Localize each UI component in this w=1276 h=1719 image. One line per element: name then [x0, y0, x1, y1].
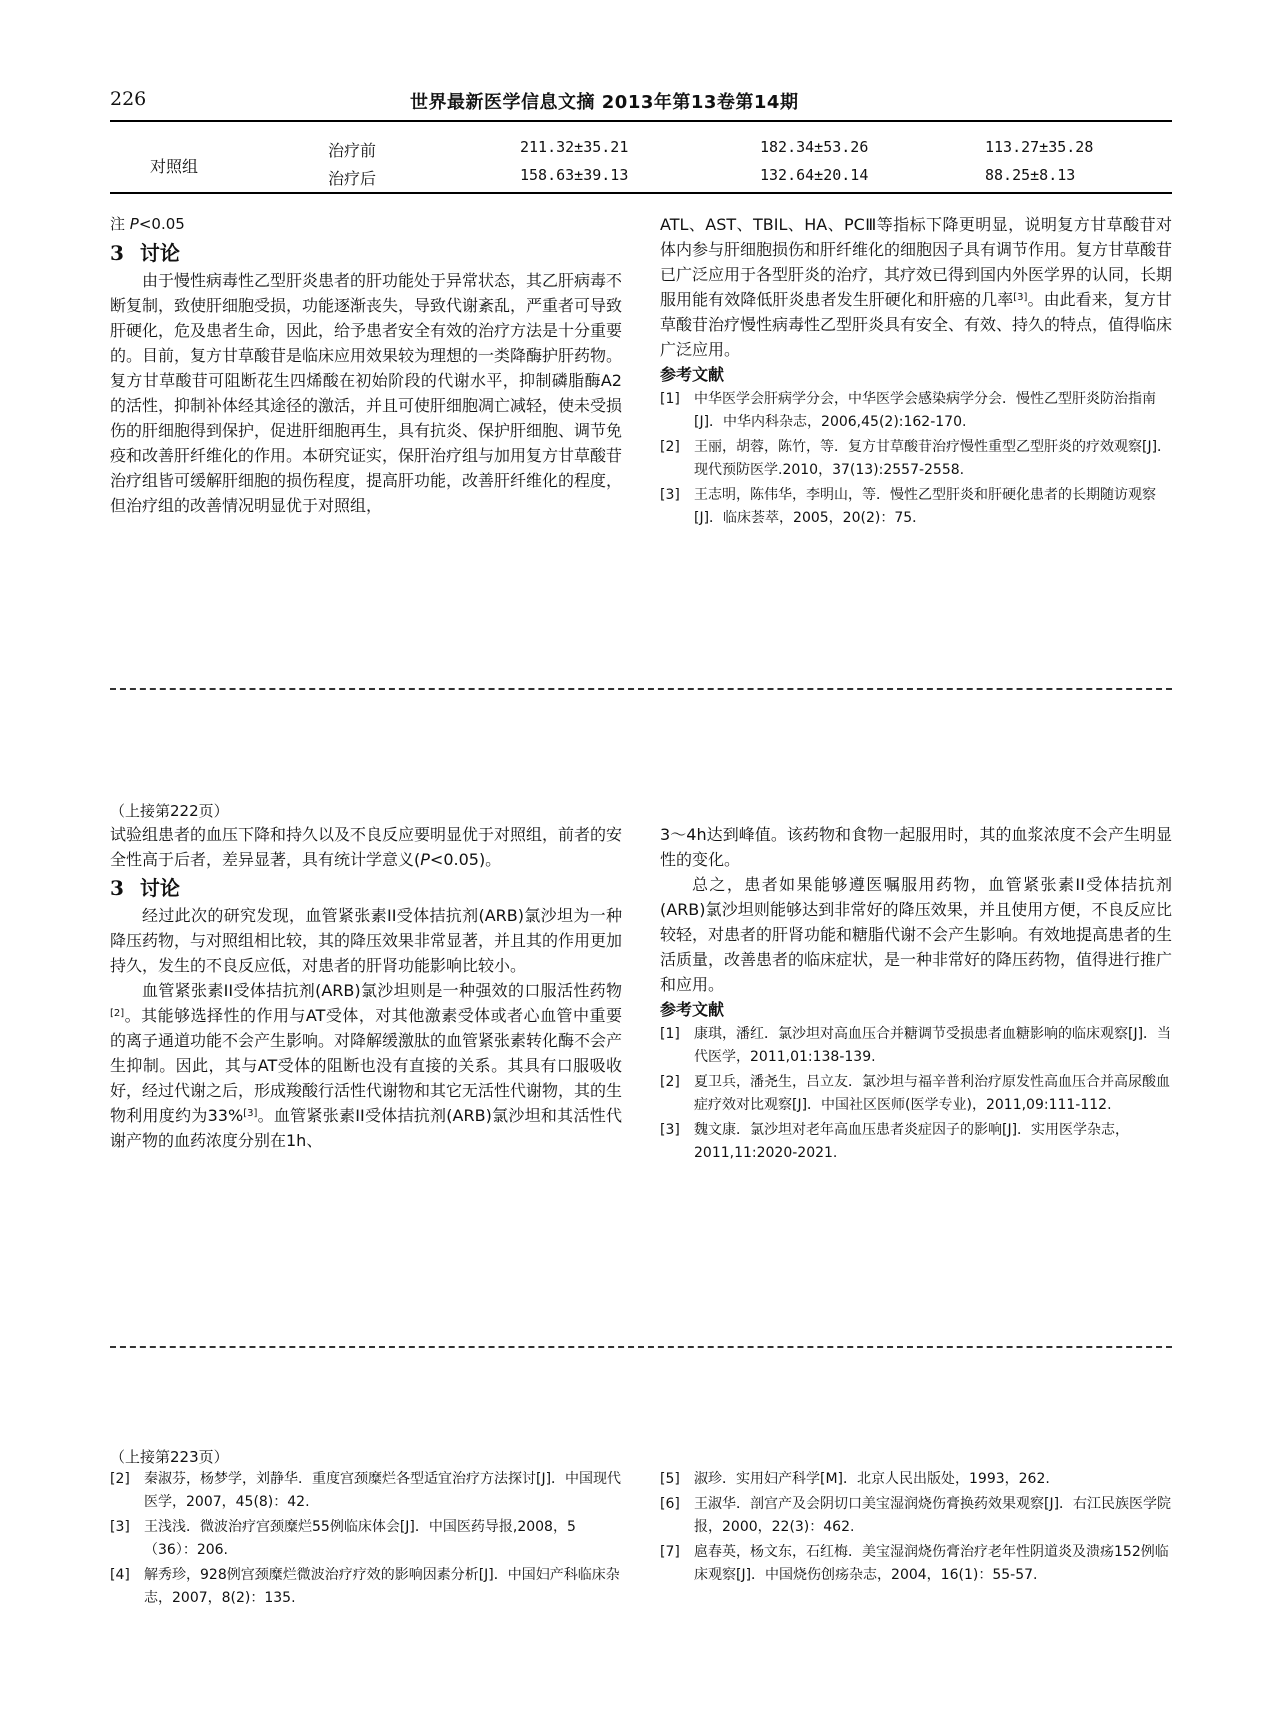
- table-row: [110, 166, 1172, 192]
- section-divider: [110, 1346, 1172, 1348]
- section-divider: [110, 688, 1172, 690]
- page-number: 226: [110, 88, 147, 110]
- discussion-paragraph: ATL、AST、TBIL、HA、PCⅢ等指标下降更明显，说明复方甘草酸苷对体内参与肝细胞损伤和肝纤维化的细胞因子具有调节作用。复方甘草酸苷已广泛应用于各型肝炎的治疗，其疗效已得到国内外医学界的认同，长期服用能有效降低肝炎患者发生肝硬化和肝癌的几率[3]。由此看来，复方甘草酸苷治疗慢性病毒性乙型肝炎具有安全、有效、持久的特点，值得临床广泛应用。: [660, 215, 1173, 359]
- table-cell: 211.32±35.21: [520, 138, 629, 156]
- section-heading: 3 讨论: [110, 876, 180, 900]
- continued-from-label: （上接第222页）: [110, 802, 229, 820]
- article2-right-column: [660, 822, 1172, 1167]
- reference-item: [2] 王丽，胡蓉，陈竹，等．复方甘草酸苷治疗慢性重型乙型肝炎的疗效观察[J]．现代预防医学.2010，37(13):2557-2558.: [660, 439, 1172, 478]
- citation: [2]: [110, 1008, 125, 1019]
- citation: [3]: [1013, 292, 1028, 303]
- table-cell: 88.25±8.13: [985, 166, 1076, 184]
- citation: [3]: [243, 1108, 258, 1119]
- article3-right-column: [660, 1468, 1172, 1589]
- table-cell-time: 治疗后: [328, 169, 377, 188]
- reference-item: [3] 王志明，陈伟华，李明山，等．慢性乙型肝炎和肝硬化患者的长期随访观察[J]．临床荟萃，2005，20(2)：75．: [660, 487, 1156, 526]
- reference-item: [1] 康琪，潘红．氯沙坦对高血压合并糖调节受损患者血糖影响的临床观察[J]．当代医学，2011,01:138-139.: [660, 1026, 1172, 1065]
- table-cell-time: 治疗前: [328, 141, 377, 160]
- table-cell: 182.34±53.26: [760, 138, 869, 156]
- reference-item: [4] 解秀珍，928例宫颈糜烂微波治疗疗效的影响因素分析[J]．中国妇产科临床杂志，2007，8(2)：135.: [110, 1567, 620, 1606]
- article2-left-column: [110, 800, 622, 1153]
- reference-item: [2] 秦淑芬，杨梦学，刘静华．重度宫颈糜烂各型适宜治疗方法探讨[J]．中国现代医学，2007，45(8)：42.: [110, 1471, 622, 1510]
- table-row: [110, 138, 1172, 164]
- article3-left-column: [110, 1446, 622, 1612]
- reference-item: [3] 魏文康．氯沙坦对老年高血压患者炎症因子的影响[J]．实用医学杂志，2011,11:2020-2021.: [660, 1122, 1130, 1161]
- table-bottom-rule: [110, 192, 1172, 194]
- table-note: 注 P<0.05: [110, 215, 185, 233]
- reference-item: [5] 淑珍．实用妇产科学[M]．北京人民出版处，1993，262.: [660, 1471, 1050, 1487]
- reference-item: [2] 夏卫兵，潘尧生，吕立友．氯沙坦与福辛普利治疗原发性高血压合并高尿酸血症疗效对比观察[J]．中国社区医师(医学专业)，2011,09:111-112.: [660, 1074, 1170, 1113]
- continued-from-label: （上接第223页）: [110, 1448, 229, 1466]
- table-cell: 158.63±39.13: [520, 166, 629, 184]
- table-cell: 132.64±20.14: [760, 166, 869, 184]
- header-rule: [110, 120, 1172, 122]
- references-title: 参考文献: [660, 1000, 725, 1019]
- reference-item: [7] 扈春英，杨文东，石红梅．美宝湿润烧伤膏治疗老年性阴道炎及溃疡152例临床观察[J]．中国烧伤创疡杂志，2004，16(1)：55-57.: [660, 1544, 1169, 1583]
- reference-item: [3] 王浅浅．微波治疗宫颈糜烂55例临床体会[J]．中国医药导报,2008，5（36）：206.: [110, 1519, 576, 1558]
- article1-left-column: [110, 212, 622, 518]
- table-group-label: 对照组: [150, 157, 199, 176]
- references-title: 参考文献: [660, 365, 725, 384]
- article1-right-column: [660, 212, 1172, 532]
- page-header: [110, 88, 1172, 118]
- conclusion-paragraph: 总之，患者如果能够遵医嘱服用药物，血管紧张素II受体拮抗剂(ARB)氯沙坦则能够达到非常好的降压效果，并且使用方便，不良反应比较轻，对患者的肝肾功能和糖脂代谢不会产生影响。有效地提高患者的生活质量，改善患者的临床症状，是一种非常好的降压药物，值得进行推广和应用。: [660, 875, 1173, 994]
- discussion-paragraph: 血管紧张素II受体拮抗剂(ARB)氯沙坦则是一种强效的口服活性药物[2]。其能够选择性的作用与AT受体，对其他激素受体或者心血管中重要的离子通道功能不会产生影响。对降解缓激肽的血管紧张素转化酶不会产生抑制。因此，其与AT受体的阻断也没有直接的关系。其具有口服吸收好，经过代谢之后，形成羧酸行活性代谢物和其它无活性代谢物，其的生物利用度约为33%[3]。血管紧张素II受体拮抗剂(ARB)氯沙坦和其活性代谢产物的血药浓度分别在1h、: [110, 981, 623, 1150]
- section-heading: 3 讨论: [110, 241, 180, 265]
- table-cell: 113.27±35.28: [985, 138, 1094, 156]
- reference-item: [1] 中华医学会肝病学分会，中华医学会感染病学分会．慢性乙型肝炎防治指南[J]．中华内科杂志，2006,45(2):162-170.: [660, 391, 1156, 430]
- reference-item: [6] 王淑华．剖宫产及会阴切口美宝湿润烧伤膏换药效果观察[J]．右江民族医学院报，2000，22(3)：462.: [660, 1496, 1172, 1535]
- body-paragraph: 试验组患者的血压下降和持久以及不良反应要明显优于对照组，前者的安全性高于后者，差异显著，具有统计学意义(P<0.05)。: [110, 825, 623, 869]
- discussion-paragraph: 由于慢性病毒性乙型肝炎患者的肝功能处于异常状态，其乙肝病毒不断复制，致使肝细胞受损，功能逐渐丧失，导致代谢紊乱，严重者可导致肝硬化，危及患者生命，因此，给予患者安全有效的治疗方法是十分重要的。目前，复方甘草酸苷是临床应用效果较为理想的一类降酶护肝药物。复方甘草酸苷可阻断花生四烯酸在初始阶段的代谢水平，抑制磷脂酶A2的活性，抑制补体经其途径的激活，并且可使肝细胞凋亡减轻，使未受损伤的肝细胞得到保护，促进肝细胞再生，具有抗炎、保护肝细胞、调节免疫和改善肝纤维化的作用。本研究证实，保肝治疗组与加用复方甘草酸苷治疗组皆可缓解肝细胞的损伤程度，提高肝功能，改善肝纤维化的程度，但治疗组的改善情况明显优于对照组，: [110, 271, 623, 515]
- journal-title: 世界最新医学信息文摘 2013年第13卷第14期: [410, 92, 799, 113]
- discussion-paragraph: 经过此次的研究发现，血管紧张素II受体拮抗剂(ARB)氯沙坦为一种降压药物，与对照组相比较，其的降压效果非常显著，并且其的作用更加持久，发生的不良反应低，对患者的肝肾功能影响比较小。: [110, 906, 623, 975]
- body-paragraph: 3～4h达到峰值。该药物和食物一起服用时，其的血浆浓度不会产生明显性的变化。: [660, 825, 1172, 869]
